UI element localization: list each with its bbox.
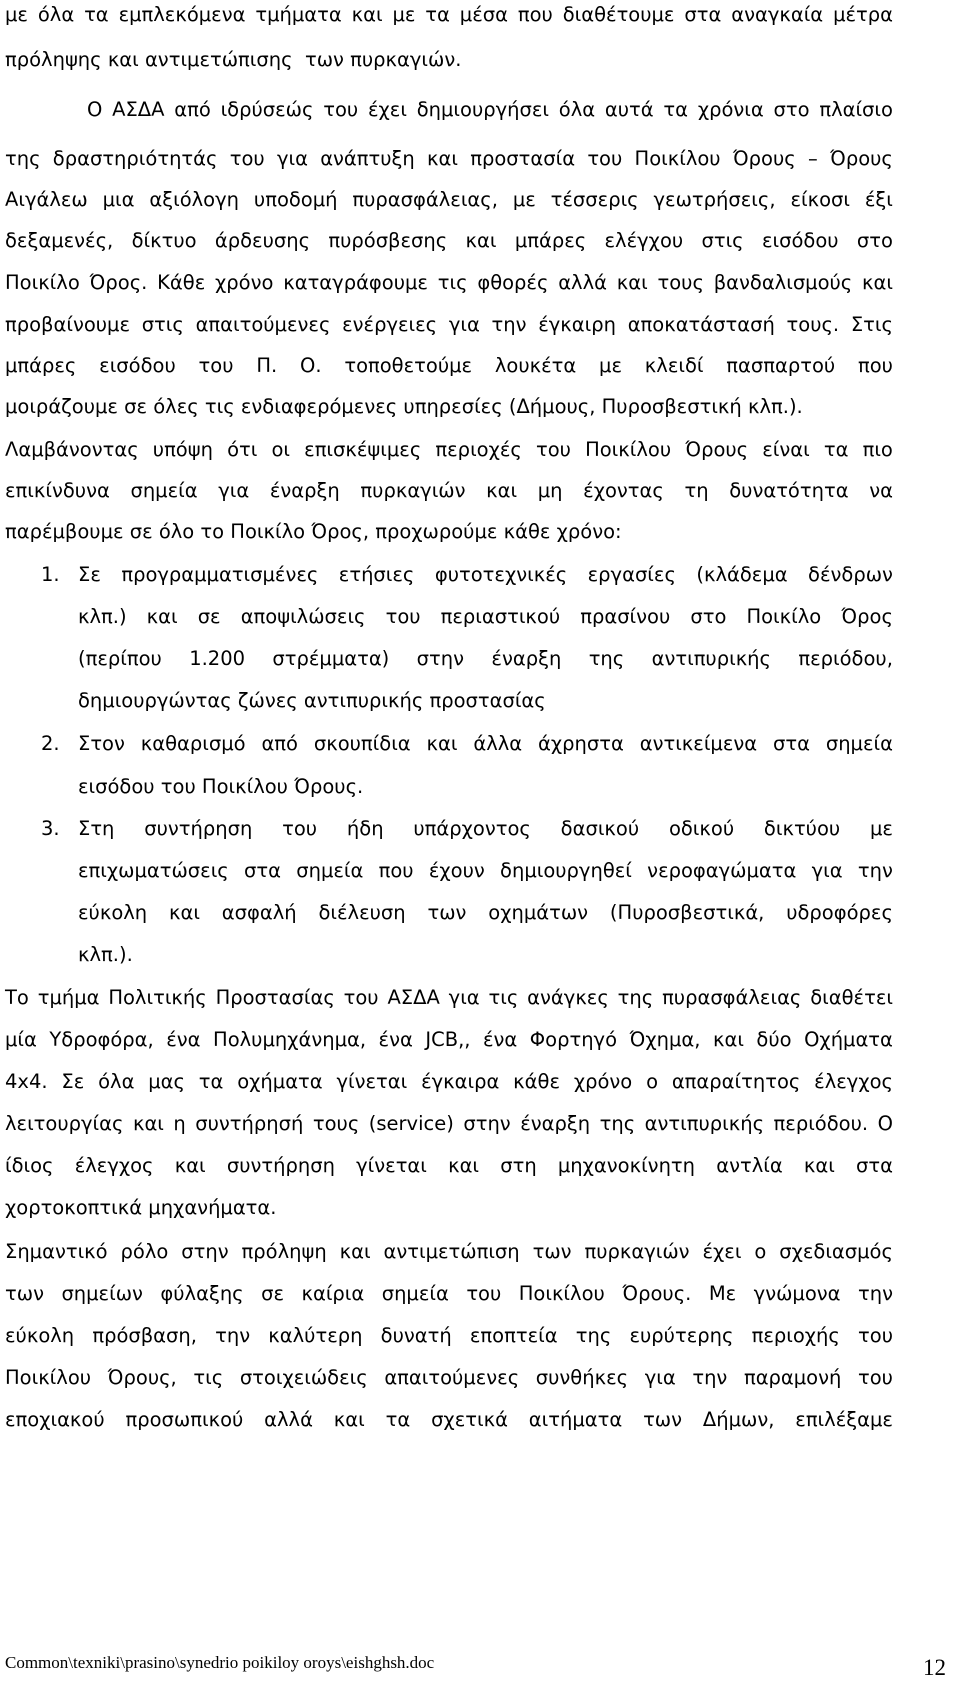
list-item-line: δημιουργώντας ζώνες αντιπυρικής προστασίας (78, 689, 546, 712)
paragraph-line: Το τμήμα Πολιτικής Προστασίας του ΑΣΔΑ για τις ανάγκες της πυρασφάλειας διαθέτει (5, 986, 893, 1009)
paragraph-line: Αιγάλεω μια αξιόλογη υποδομή πυρασφάλειας, με τέσσερις γεωτρήσεις, είκοσι έξι (5, 188, 893, 211)
page-number: 12 (923, 1655, 946, 1680)
paragraph-line: της δραστηριότητάς του για ανάπτυξη και προστασία του Ποικίλου Όρους – Όρους (5, 147, 893, 170)
paragraph-line: χορτοκοπτικά μηχανήματα. (5, 1196, 277, 1219)
list-item-line: εύκολη και ασφαλή διέλευση των οχημάτων (Πυροσβεστικά, υδροφόρες (78, 901, 893, 924)
paragraph-line: προβαίνουμε στις απαιτούμενες ενέργειες για την έγκαιρη αποκατάστασή τους. Στις (5, 313, 893, 336)
paragraph-line: μοιράζουμε σε όλες τις ενδιαφερόμενες υπηρεσίες (Δήμους, Πυροσβεστική κλπ.). (5, 395, 803, 418)
paragraph-line: παρέμβουμε σε όλο το Ποικίλο Όρος, προχωρούμε κάθε χρόνο: (5, 520, 622, 543)
paragraph-line: Ποικίλο Όρος. Κάθε χρόνο καταγράφουμε τις φθορές αλλά και τους βανδαλισμούς και (5, 271, 893, 294)
footer-file-path: Common\texniki\prasino\synedrio poikiloy oroys\eishghsh.doc (5, 1653, 435, 1672)
paragraph-line: μπάρες εισόδου του Π. Ο. τοποθετούμε λουκέτα με κλειδί πασπαρτού που (5, 354, 893, 377)
list-item-line: Στον καθαρισμό από σκουπίδια και άλλα άχρηστα αντικείμενα στα σημεία (78, 732, 893, 755)
list-item-line: κλπ.). (78, 943, 133, 966)
paragraph-line: Σημαντικό ρόλο στην πρόληψη και αντιμετώπιση των πυρκαγιών έχει ο σχεδιασμός (5, 1240, 893, 1263)
paragraph-line: εύκολη πρόσβαση, την καλύτερη δυνατή εποπτεία της ευρύτερης περιοχής του (5, 1324, 893, 1347)
paragraph-line: μία Υδροφόρα, ένα Πολυμηχάνημα, ένα JCB,, ένα Φορτηγό Όχημα, και δύο Οχήματα (5, 1028, 893, 1051)
list-item-line: Σε προγραμματισμένες ετήσιες φυτοτεχνικές εργασίες (κλάδεμα δένδρων (78, 563, 893, 586)
paragraph-line: Ο ΑΣΔΑ από ιδρύσεώς του έχει δημιουργήσει όλα αυτά τα χρόνια στο πλαίσιο (87, 98, 893, 121)
paragraph-line: Ποικίλου Όρους, τις στοιχειώδεις απαιτούμενες συνθήκες για την παραμονή του (5, 1366, 893, 1389)
paragraph-line: πρόληψης και αντιμετώπισης των πυρκαγιών. (5, 48, 462, 71)
list-number: 2. (41, 732, 60, 755)
list-item-line: εισόδου του Ποικίλου Όρους. (78, 775, 364, 798)
paragraph-line: ίδιος έλεγχος και συντήρηση γίνεται και στη μηχανοκίνητη αντλία και στα (5, 1154, 893, 1177)
list-item-line: Στη συντήρηση του ήδη υπάρχοντος δασικού οδικού δικτύου με (78, 817, 893, 840)
list-item-line: (περίπου 1.200 στρέμματα) στην έναρξη της αντιπυρικής περιόδου, (78, 647, 893, 670)
paragraph-line: Λαμβάνοντας υπόψη ότι οι επισκέψιμες περιοχές του Ποικίλου Όρους είναι τα πιο (5, 438, 893, 461)
paragraph-line: με όλα τα εμπλεκόμενα τμήματα και με τα μέσα που διαθέτουμε στα αναγκαία μέτρα (5, 3, 893, 26)
paragraph-line: 4x4. Σε όλα μας τα οχήματα γίνεται έγκαιρα κάθε χρόνο ο απαραίτητος έλεγχος (5, 1070, 893, 1093)
paragraph-line: των σημείων φύλαξης σε καίρια σημεία του Ποικίλου Όρους. Με γνώμονα την (5, 1282, 893, 1305)
paragraph-line: δεξαμενές, δίκτυο άρδευσης πυρόσβεσης και μπάρες ελέγχου στις εισόδου στο (5, 229, 893, 252)
paragraph-line: εποχιακού προσωπικού αλλά και τα σχετικά αιτήματα των Δήμων, επιλέξαμε (5, 1408, 893, 1431)
list-number: 1. (41, 563, 60, 586)
paragraph-line: επικίνδυνα σημεία για έναρξη πυρκαγιών και μη έχοντας τη δυνατότητα να (5, 479, 893, 502)
paragraph-line: λειτουργίας και η συντήρησή τους (service) στην έναρξη της αντιπυρικής περιόδου. Ο (5, 1112, 893, 1135)
list-item-line: κλπ.) και σε αποψιλώσεις του περιαστικού πρασίνου στο Ποικίλο Όρος (78, 605, 893, 628)
list-number: 3. (41, 817, 60, 840)
list-item-line: επιχωματώσεις στα σημεία που έχουν δημιουργηθεί νεροφαγώματα για την (78, 859, 893, 882)
